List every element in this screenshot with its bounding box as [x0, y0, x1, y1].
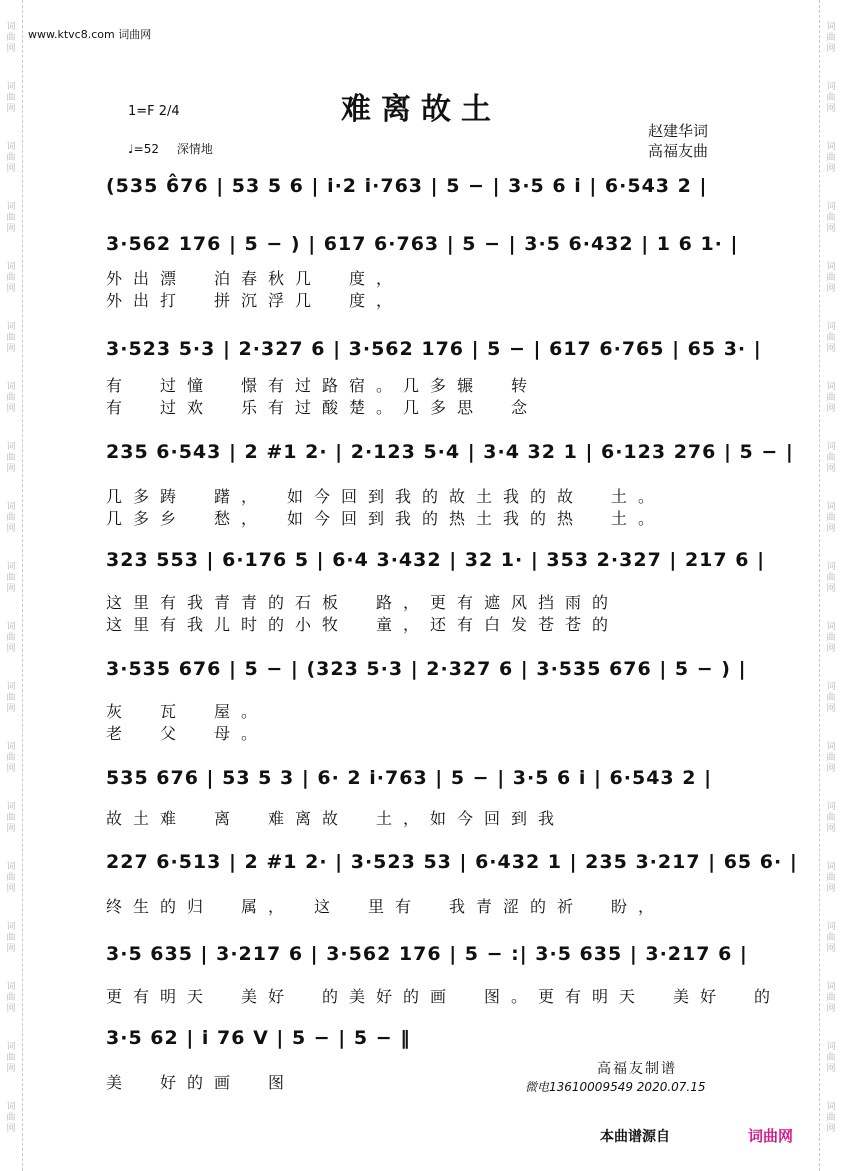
- lyric-line: 灰 瓦 屋。: [106, 702, 269, 721]
- watermark-glyph: 词: [6, 562, 16, 572]
- watermark-block: [6, 562, 15, 595]
- notation-line: 3·5 635 | 3·217 6 | 3·562 176 | 5 − :| 3·5 635 | 3·217 6 |: [106, 943, 748, 965]
- watermark-glyph: 曲: [6, 813, 16, 823]
- watermark-glyph: 词: [6, 682, 16, 692]
- watermark-glyph: 词: [826, 202, 836, 212]
- watermark-glyph: 词: [6, 262, 16, 272]
- watermark-block: [826, 922, 835, 955]
- watermark-glyph: 曲: [6, 393, 16, 403]
- watermark-glyph: 曲: [6, 753, 16, 763]
- watermark-glyph: 曲: [826, 273, 836, 283]
- watermark-glyph: 词: [6, 622, 16, 632]
- lyric-line: 几多乡 愁， 如今回到我的热土我的热 土。: [106, 509, 666, 528]
- watermark-glyph: 曲: [6, 1053, 16, 1063]
- watermark-glyph: 词: [6, 202, 16, 212]
- watermark-glyph: 网: [6, 404, 16, 414]
- watermark-block: [826, 1042, 835, 1075]
- watermark-glyph: 曲: [826, 153, 836, 163]
- watermark-glyph: 网: [6, 104, 16, 114]
- watermark-glyph: 词: [6, 1042, 16, 1052]
- watermark-glyph: 网: [6, 524, 16, 534]
- watermark-glyph: 词: [826, 982, 836, 992]
- watermark-glyph: 网: [6, 164, 16, 174]
- watermark-glyph: 词: [6, 142, 16, 152]
- watermark-block: [6, 22, 15, 55]
- watermark-glyph: 网: [6, 584, 16, 594]
- watermark-block: [6, 502, 15, 535]
- watermark-glyph: 词: [6, 982, 16, 992]
- watermark-glyph: 网: [6, 344, 16, 354]
- watermark-text: [6, 22, 15, 1162]
- key-signature: 1=F 2/4: [128, 104, 180, 119]
- watermark-glyph: 词: [826, 922, 836, 932]
- notation-line: 323 553 | 6·176 5 | 6·4 3·432 | 32 1· | 353 2·327 | 217 6 |: [106, 549, 766, 571]
- watermark-glyph: 网: [6, 1064, 16, 1074]
- notation-line: 3·5 62 | i 76 V | 5 − | 5 − ‖: [106, 1027, 411, 1049]
- watermark-glyph: 词: [826, 862, 836, 872]
- watermark-glyph: 曲: [6, 33, 16, 43]
- watermark-glyph: 词: [6, 22, 16, 32]
- watermark-glyph: 词: [6, 1102, 16, 1112]
- watermark-glyph: 词: [826, 22, 836, 32]
- watermark-glyph: 曲: [826, 873, 836, 883]
- watermark-glyph: 网: [826, 524, 836, 534]
- watermark-block: [6, 202, 15, 235]
- lyric-line: 几多踌 躇， 如今回到我的故土我的故 土。: [106, 487, 666, 506]
- lyric-line: 这里有我青青的石板 路，更有遮风挡雨的: [106, 593, 620, 612]
- notation-line: 3·535 676 | 5 − | (323 5·3 | 2·327 6 | 3·535 676 | 5 − ) |: [106, 658, 747, 680]
- lyric-line: 终生的归 属， 这 里有 我青涩的祈 盼，: [106, 897, 666, 916]
- watermark-block: [826, 742, 835, 775]
- watermark-glyph: 网: [6, 824, 16, 834]
- watermark-block: [6, 802, 15, 835]
- watermark-glyph: 曲: [826, 93, 836, 103]
- lyric-line: 故土难 离 难离故 土，如今回到我: [106, 809, 566, 828]
- expression-marking: 深情地: [176, 142, 213, 156]
- watermark-glyph: 网: [6, 884, 16, 894]
- watermark-block: [6, 862, 15, 895]
- watermark-block: [6, 382, 15, 415]
- watermark-block: [6, 682, 15, 715]
- watermark-block: [826, 862, 835, 895]
- watermark-glyph: 网: [826, 944, 836, 954]
- watermark-glyph: 词: [826, 82, 836, 92]
- watermark-block: [826, 22, 835, 55]
- watermark-glyph: 曲: [6, 273, 16, 283]
- watermark-glyph: 网: [826, 584, 836, 594]
- lyricist: 赵建华词: [648, 122, 709, 140]
- watermark-glyph: 词: [826, 682, 836, 692]
- watermark-glyph: 词: [826, 802, 836, 812]
- watermark-glyph: 网: [6, 1004, 16, 1014]
- watermark-glyph: 曲: [826, 693, 836, 703]
- lyric-line: 美 好的画 图: [106, 1073, 296, 1092]
- watermark-block: [6, 742, 15, 775]
- watermark-block: [6, 1102, 15, 1135]
- watermark-block: [6, 142, 15, 175]
- lyric-line: 外出打 拼沉浮几 度，: [106, 291, 404, 310]
- watermark-glyph: 网: [826, 1064, 836, 1074]
- watermark-glyph: 网: [6, 764, 16, 774]
- watermark-glyph: 网: [826, 464, 836, 474]
- watermark-glyph: 词: [826, 1102, 836, 1112]
- watermark-glyph: 词: [826, 442, 836, 452]
- watermark-glyph: 曲: [6, 573, 16, 583]
- watermark-glyph: 曲: [6, 153, 16, 163]
- watermark-glyph: 曲: [6, 213, 16, 223]
- watermark-glyph: 曲: [826, 333, 836, 343]
- composer: 高福友曲: [648, 142, 709, 160]
- watermark-glyph: 网: [826, 764, 836, 774]
- watermark-block: [826, 502, 835, 535]
- watermark-block: [826, 562, 835, 595]
- watermark-glyph: 曲: [6, 633, 16, 643]
- watermark-glyph: 词: [6, 82, 16, 92]
- watermark-glyph: 词: [826, 562, 836, 572]
- watermark-glyph: 曲: [6, 933, 16, 943]
- watermark-glyph: 曲: [6, 93, 16, 103]
- watermark-glyph: 曲: [826, 933, 836, 943]
- lyric-line: 这里有我儿时的小牧 童，还有白发苍苍的: [106, 615, 620, 634]
- watermark-block: [826, 802, 835, 835]
- watermark-glyph: 网: [6, 284, 16, 294]
- source-brand-link[interactable]: 词曲网: [748, 1127, 794, 1145]
- watermark-glyph: 词: [6, 442, 16, 452]
- watermark-glyph: 网: [6, 464, 16, 474]
- watermark-glyph: 词: [6, 502, 16, 512]
- lyric-line: 有 过欢 乐有过酸楚。几多思 念: [106, 398, 539, 417]
- watermark-glyph: 词: [826, 322, 836, 332]
- watermark-block: [826, 622, 835, 655]
- watermark-block: [826, 1102, 835, 1135]
- watermark-glyph: 词: [826, 742, 836, 752]
- watermark-glyph: 曲: [826, 633, 836, 643]
- watermark-glyph: 网: [826, 284, 836, 294]
- watermark-glyph: 曲: [826, 213, 836, 223]
- watermark-glyph: 曲: [826, 453, 836, 463]
- watermark-glyph: 曲: [826, 993, 836, 1003]
- watermark-glyph: 网: [6, 1124, 16, 1134]
- watermark-block: [826, 202, 835, 235]
- watermark-glyph: 网: [826, 164, 836, 174]
- watermark-glyph: 网: [826, 704, 836, 714]
- watermark-glyph: 词: [6, 862, 16, 872]
- notation-line: 235 6·543 | 2 #1 2· | 2·123 5·4 | 3·4 32 1 | 6·123 276 | 5 − |: [106, 441, 794, 463]
- watermark-block: [826, 262, 835, 295]
- watermark-glyph: 网: [826, 404, 836, 414]
- watermark-block: [6, 442, 15, 475]
- watermark-glyph: 曲: [6, 1113, 16, 1123]
- lyric-line: 更有明天 美好 的美好的画 图。更有明天 美好 的: [106, 987, 782, 1006]
- watermark-glyph: 网: [826, 344, 836, 354]
- notation-line: 535 676 | 53 5 3 | 6· 2 i·763 | 5 − | 3·5 6 i | 6·543 2 |: [106, 767, 713, 789]
- notation-line: 227 6·513 | 2 #1 2· | 3·523 53 | 6·432 1 | 235 3·217 | 65 6· |: [106, 851, 798, 873]
- watermark-glyph: 网: [826, 44, 836, 54]
- watermark-glyph: 词: [826, 262, 836, 272]
- watermark-block: [826, 142, 835, 175]
- watermark-glyph: 网: [6, 644, 16, 654]
- lyric-line: 有 过憧 憬有过路宿。几多辗 转: [106, 376, 539, 395]
- watermark-block: [6, 622, 15, 655]
- source-label: 本曲谱源自: [600, 1129, 670, 1145]
- watermark-glyph: 曲: [826, 33, 836, 43]
- watermark-glyph: 词: [826, 382, 836, 392]
- watermark-glyph: 词: [6, 322, 16, 332]
- watermark-glyph: 曲: [826, 513, 836, 523]
- notation-line: 3·562 176 | 5 − ) | 617 6·763 | 5 − | 3·5 6·432 | 1 6 1· |: [106, 233, 739, 255]
- watermark-glyph: 曲: [826, 393, 836, 403]
- watermark-glyph: 曲: [826, 1053, 836, 1063]
- watermark-block: [826, 682, 835, 715]
- notation-line: (535 6̂76 | 53 5 6 | i·2 i·763 | 5 − | 3·5 6 i | 6·543 2 |: [106, 175, 708, 197]
- watermark-glyph: 词: [826, 142, 836, 152]
- watermark-glyph: 网: [826, 104, 836, 114]
- watermark-glyph: 网: [826, 1124, 836, 1134]
- notation-line: 3·523 5·3 | 2·327 6 | 3·562 176 | 5 − | 617 6·765 | 65 3· |: [106, 338, 762, 360]
- watermark-glyph: 曲: [6, 513, 16, 523]
- watermark-glyph: 网: [6, 224, 16, 234]
- watermark-glyph: 曲: [6, 453, 16, 463]
- watermark-glyph: 网: [826, 884, 836, 894]
- lyric-line: 外出漂 泊春秋几 度，: [106, 269, 404, 288]
- watermark-block: [6, 262, 15, 295]
- watermark-glyph: 网: [826, 824, 836, 834]
- watermark-glyph: 词: [826, 502, 836, 512]
- tempo-value: ♩=52: [128, 142, 159, 156]
- watermark-glyph: 网: [826, 1004, 836, 1014]
- watermark-glyph: 网: [826, 644, 836, 654]
- site-url[interactable]: www.ktvc8.com 词曲网: [28, 28, 152, 41]
- watermark-block: [6, 1042, 15, 1075]
- watermark-glyph: 词: [6, 742, 16, 752]
- watermark-block: [826, 442, 835, 475]
- watermark-glyph: 网: [6, 44, 16, 54]
- watermark-glyph: 网: [6, 944, 16, 954]
- watermark-glyph: 曲: [6, 693, 16, 703]
- watermark-glyph: 曲: [6, 333, 16, 343]
- watermark-glyph: 词: [826, 622, 836, 632]
- watermark-glyph: 词: [826, 1042, 836, 1052]
- watermark-block: [6, 982, 15, 1015]
- right-watermark-strip: [819, 0, 842, 1171]
- song-title: 难离故土: [341, 92, 501, 127]
- watermark-block: [826, 322, 835, 355]
- watermark-glyph: 曲: [826, 1113, 836, 1123]
- watermark-block: [6, 322, 15, 355]
- watermark-text: [826, 22, 835, 1162]
- watermark-glyph: 曲: [826, 573, 836, 583]
- watermark-glyph: 曲: [826, 813, 836, 823]
- watermark-block: [826, 382, 835, 415]
- lyric-line: 老 父 母。: [106, 724, 269, 743]
- tempo-marking: [128, 140, 213, 157]
- watermark-block: [826, 982, 835, 1015]
- watermark-glyph: 词: [6, 922, 16, 932]
- contact-date: 微电13610009549 2020.07.15: [525, 1080, 706, 1094]
- watermark-glyph: 词: [6, 382, 16, 392]
- watermark-glyph: 网: [826, 224, 836, 234]
- transcriber-credit: 高福友制谱: [597, 1061, 677, 1077]
- watermark-glyph: 曲: [6, 993, 16, 1003]
- watermark-glyph: 曲: [6, 873, 16, 883]
- watermark-block: [6, 922, 15, 955]
- watermark-glyph: 曲: [826, 753, 836, 763]
- watermark-glyph: 词: [6, 802, 16, 812]
- watermark-glyph: 网: [6, 704, 16, 714]
- left-watermark-strip: [0, 0, 23, 1171]
